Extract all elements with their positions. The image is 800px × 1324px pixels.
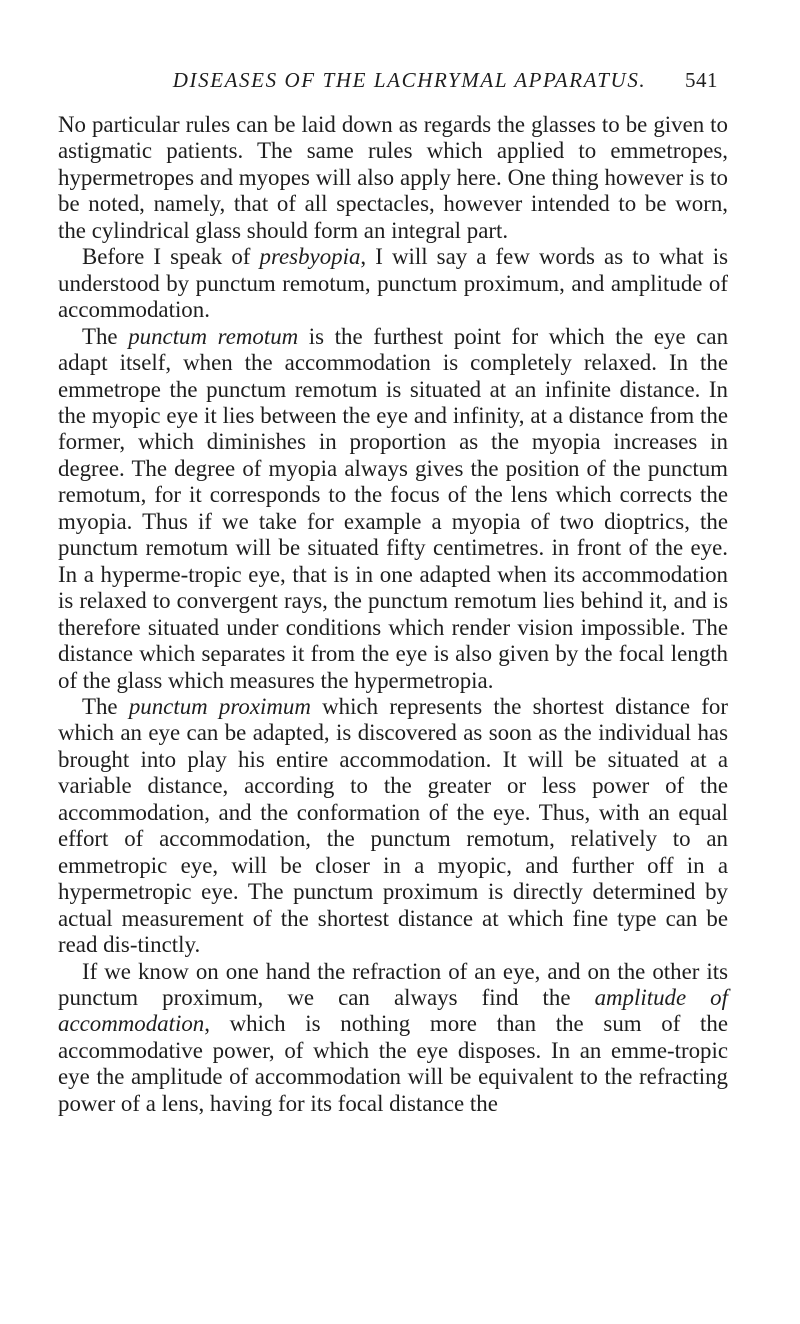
paragraph-text: is the furthest point for which the eye can adapt itself, when the accommodation is completely relaxed. In the emmetrope the punctum remotum is situated at an infinite distance. In the myopic eye it lies between the eye and infinity, at a distance from the former, which diminishes in proportion as the myopia increases in degree. The degree of myopia always gives the position of the punctum remotum, for it corresponds to the focus of the lens which corrects the myopia. Thus if we take for example a myopia of two dioptrics, the punctum remotum will be situated fifty centimetres. in front of the eye. In a hyperme-tropic eye, that is in one adapted when its accommodation is relaxed to convergent rays, the punctum remotum lies behind it, and is therefore situated under conditions which render vision impossible. The distance which separates it from the eye is also given by the focal length of the glass which measures the hypermetropia. [58,323,729,693]
body-text [58,112,728,1117]
paragraph-text: Before I speak of [82,244,260,270]
paragraph-punctum-proximum [58,694,728,959]
paragraph-presbyopia-intro [58,244,728,323]
running-head: DISEASES OF THE LACHRYMAL APPARATUS. [172,68,647,92]
paragraph-text: , I will say a few words as to what is understood by punctum remotum, punctum proximum, and amplitude of accommodation. [58,244,728,323]
paragraph-text: The [82,323,129,349]
paragraph-text: , which is nothing more than the sum of the accommodative power, of which the eye disposes. In an emme-tropic eye the amplitude of accommodation will be equivalent to the refracting power of a lens, having for its focal distance the [58,1011,728,1116]
italic-term: presbyopia [259,244,361,270]
italic-term: punctum proximum [128,693,311,719]
paragraph-text: The [82,693,129,719]
page-number: 541 [685,68,718,92]
italic-term: amplitude of accommodation [58,984,728,1037]
italic-term: punctum remotum [128,323,299,349]
paragraph-text: which represents the shortest distance for which an eye can be adapted, is discovered as soon as the individual has brought into play his entire accommodation. It will be situated at a variable distance, according to the greater or less power of the accommodation, and the conformation of the eye. Thus, with an equal effort of accommodation, the punctum remotum, relatively to an emmetropic eye, will be closer in a myopic, and further off in a hypermetropic eye. The punctum proximum is directly determined by actual measurement of the shortest distance at which fine type can be read dis-tinctly. [58,693,729,958]
paragraph-amplitude [58,959,728,1118]
page-header [114,68,718,98]
paragraph-text: No particular rules can be laid down as regards the glasses to be given to astigmatic patients. The same rules which applied to emmetropes, hypermetropes and myopes will also apply here. One thing however is to be noted, namely, that of all spectacles, however intended to be worn, the cylindrical glass should form an integral part. [58,112,728,243]
paragraph-punctum-remotum [58,324,728,694]
paragraph-glasses-astigmatism [58,112,728,244]
paragraph-text: If we know on one hand the refraction of an eye, and on the other its punctum proximum, we can always find the [58,958,728,1010]
